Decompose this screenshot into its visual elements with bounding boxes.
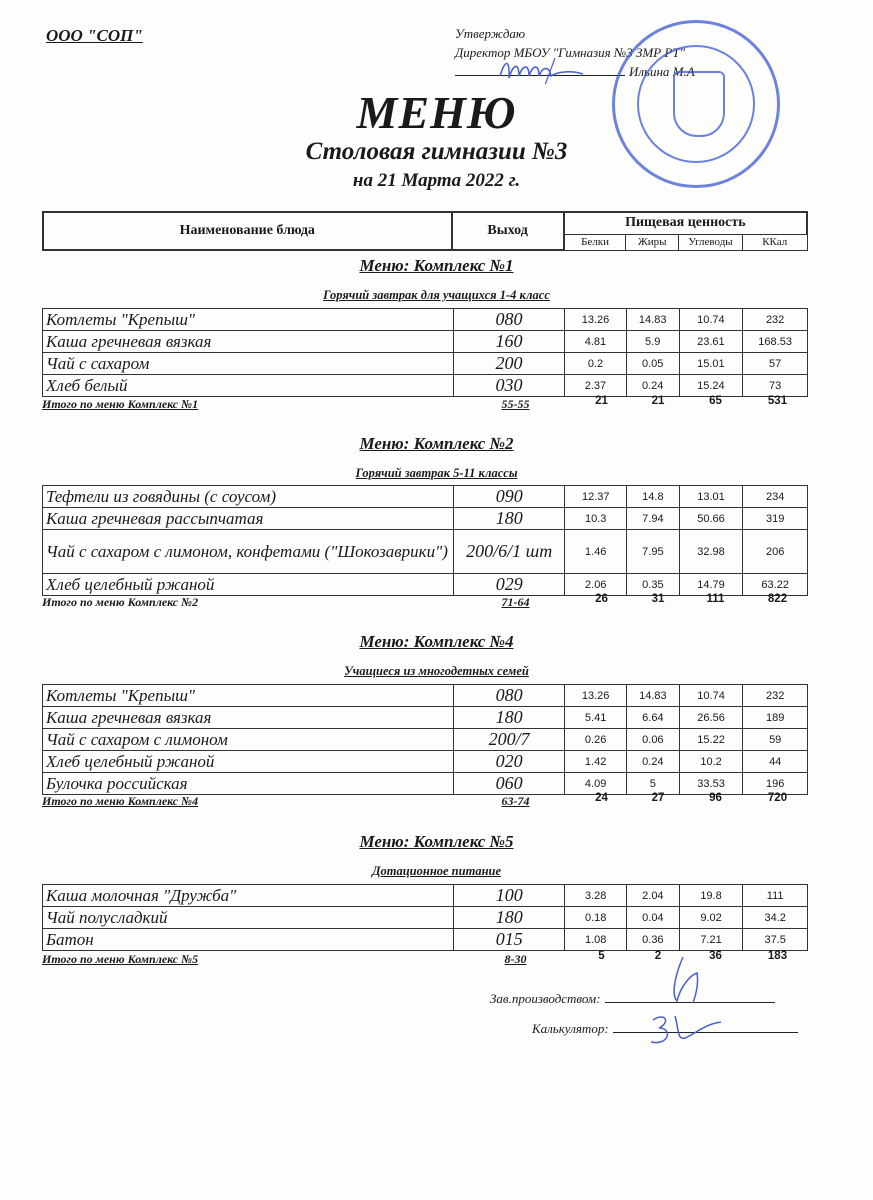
kcal-value: 206 <box>743 530 808 574</box>
table-row <box>43 685 808 707</box>
dish-output: 160 <box>453 331 564 353</box>
protein-value: 4.81 <box>565 331 627 353</box>
dish-output: 080 <box>453 309 564 331</box>
table-header <box>42 211 808 251</box>
dish-name: Котлеты "Крепыш" <box>43 309 454 331</box>
col-kcal: ККал <box>742 234 807 250</box>
dish-name: Хлеб целебный ржаной <box>43 751 454 773</box>
total-fat: 27 <box>651 792 665 804</box>
dish-output: 020 <box>453 751 564 773</box>
production-head-label: Зав.производством: <box>490 991 601 1006</box>
production-head-signature-icon <box>665 955 705 1005</box>
fat-value: 0.05 <box>626 353 679 375</box>
dish-name: Батон <box>43 929 454 951</box>
fat-value: 0.35 <box>627 574 680 596</box>
carbs-value: 50.66 <box>679 508 743 530</box>
kcal-value: 319 <box>743 508 808 530</box>
table-row <box>43 353 808 375</box>
kcal-value: 232 <box>743 309 808 331</box>
page-subtitle: Столовая гимназии №3 <box>305 138 568 165</box>
dish-output: 100 <box>454 885 565 907</box>
dish-name: Чай полусладкий <box>43 907 454 929</box>
protein-value: 0.18 <box>565 907 627 929</box>
menu-table <box>42 684 808 795</box>
dish-name: Чай с сахаром с лимоном <box>43 729 454 751</box>
carbs-value: 13.01 <box>679 486 743 508</box>
fat-value: 0.24 <box>626 751 679 773</box>
calculator-label: Калькулятор: <box>532 1021 609 1036</box>
kcal-value: 59 <box>743 729 808 751</box>
carbs-value: 10.74 <box>679 685 743 707</box>
section-total <box>42 792 808 810</box>
fat-value: 14.83 <box>626 309 679 331</box>
dish-output: 180 <box>454 508 565 530</box>
dish-output: 200/7 <box>453 729 564 751</box>
protein-value: 10.3 <box>565 508 627 530</box>
total-carbs: 36 <box>709 950 722 962</box>
fat-value: 0.06 <box>626 729 679 751</box>
dish-output: 060 <box>453 773 564 795</box>
dish-name: Котлеты "Крепыш" <box>43 685 454 707</box>
menu-date: на 21 Марта 2022 г. <box>352 170 521 191</box>
kcal-value: 73 <box>743 375 808 397</box>
section-title: Меню: Комплекс №5 <box>359 832 514 851</box>
fat-value: 2.04 <box>627 885 680 907</box>
protein-value: 0.26 <box>565 729 627 751</box>
approver-position: Директор МБОУ "Гимназия №3 ЗМР РТ" <box>455 45 686 60</box>
table-row <box>43 530 808 574</box>
carbs-value: 26.56 <box>679 707 743 729</box>
table-row <box>43 751 808 773</box>
dish-name: Хлеб белый <box>43 375 454 397</box>
kcal-value: 57 <box>743 353 808 375</box>
dish-output: 029 <box>454 574 565 596</box>
total-output: 55-55 <box>501 397 530 411</box>
total-output: 71-64 <box>501 595 530 609</box>
total-label: Итого по меню Комплекс №2 <box>42 595 199 609</box>
total-kcal: 183 <box>767 950 788 962</box>
carbs-value: 15.01 <box>679 353 743 375</box>
carbs-value: 10.2 <box>679 751 743 773</box>
table-row <box>43 331 808 353</box>
protein-value: 13.26 <box>565 309 627 331</box>
dish-output: 180 <box>453 707 564 729</box>
total-protein: 24 <box>595 792 608 804</box>
carbs-value: 23.61 <box>679 331 743 353</box>
section-subtitle: Горячий завтрак 5-11 классы <box>355 466 518 480</box>
page-title: МЕНЮ <box>356 87 517 138</box>
menu-table <box>42 884 808 951</box>
kcal-value: 189 <box>743 707 808 729</box>
menu-table <box>42 485 808 596</box>
section-title: Меню: Комплекс №4 <box>359 632 514 651</box>
dish-name: Чай с сахаром <box>43 353 454 375</box>
dish-output: 090 <box>454 486 565 508</box>
protein-value: 1.08 <box>565 929 627 951</box>
carbs-value: 9.02 <box>679 907 743 929</box>
protein-value: 13.26 <box>565 685 627 707</box>
protein-value: 4.09 <box>565 773 627 795</box>
total-protein: 5 <box>598 950 605 962</box>
fat-value: 7.94 <box>627 508 680 530</box>
dish-name: Чай с сахаром с лимоном, конфетами ("Шокозаврики") <box>43 530 454 574</box>
col-fat: Жиры <box>626 234 679 250</box>
kcal-value: 63.22 <box>743 574 808 596</box>
total-carbs: 96 <box>709 792 722 804</box>
dish-output: 180 <box>454 907 565 929</box>
protein-value: 3.28 <box>565 885 627 907</box>
carbs-value: 7.21 <box>679 929 743 951</box>
table-row <box>43 885 808 907</box>
dish-output: 015 <box>454 929 565 951</box>
fat-value: 7.95 <box>627 530 680 574</box>
protein-value: 2.37 <box>565 375 627 397</box>
protein-value: 12.37 <box>565 486 627 508</box>
col-dish: Наименование блюда <box>43 212 452 250</box>
dish-name: Каша гречневая рассыпчатая <box>43 508 454 530</box>
kcal-value: 168.53 <box>743 331 808 353</box>
section-subtitle: Учащиеся из многодетных семей <box>344 664 529 678</box>
carbs-value: 15.24 <box>679 375 743 397</box>
protein-value: 5.41 <box>565 707 627 729</box>
section-title: Меню: Комплекс №2 <box>359 434 514 453</box>
carbs-value: 14.79 <box>679 574 743 596</box>
total-carbs: 65 <box>709 395 722 407</box>
carbs-value: 33.53 <box>679 773 743 795</box>
section-subtitle: Горячий завтрак для учащихся 1-4 класс <box>323 288 550 302</box>
fat-value: 5.9 <box>626 331 679 353</box>
fat-value: 0.04 <box>627 907 680 929</box>
dish-name: Каша гречневая вязкая <box>43 707 454 729</box>
company-name: ООО "СОП" <box>46 26 143 45</box>
total-protein: 26 <box>595 593 608 605</box>
total-kcal: 720 <box>767 792 788 804</box>
section-total <box>42 593 808 611</box>
col-nutrition: Пищевая ценность <box>564 212 807 234</box>
approver-name: Ильина М.А <box>629 64 695 79</box>
kcal-value: 44 <box>743 751 808 773</box>
protein-value: 0.2 <box>565 353 627 375</box>
kcal-value: 37.5 <box>743 929 808 951</box>
col-output: Выход <box>452 212 564 250</box>
table-row <box>43 309 808 331</box>
dish-name: Каша молочная "Дружба" <box>43 885 454 907</box>
total-output: 8-30 <box>504 952 527 966</box>
table-row <box>43 907 808 929</box>
fat-value: 0.36 <box>627 929 680 951</box>
table-row <box>43 486 808 508</box>
dish-name: Каша гречневая вязкая <box>43 331 454 353</box>
protein-value: 1.46 <box>565 530 627 574</box>
dish-output: 030 <box>453 375 564 397</box>
table-row <box>43 929 808 951</box>
carbs-value: 15.22 <box>679 729 743 751</box>
table-row <box>43 707 808 729</box>
protein-value: 2.06 <box>565 574 627 596</box>
dish-output: 200/6/1 шт <box>454 530 565 574</box>
kcal-value: 111 <box>743 885 808 907</box>
carbs-value: 32.98 <box>679 530 743 574</box>
menu-table <box>42 308 808 397</box>
dish-name: Тефтели из говядины (с соусом) <box>43 486 454 508</box>
section-title: Меню: Комплекс №1 <box>359 256 514 275</box>
total-fat: 31 <box>651 593 665 605</box>
kcal-value: 232 <box>743 685 808 707</box>
total-label: Итого по меню Комплекс №1 <box>42 397 199 411</box>
production-head-signature <box>490 990 775 1007</box>
total-carbs: 111 <box>706 593 725 605</box>
col-protein: Белки <box>564 234 626 250</box>
total-fat: 2 <box>654 950 662 962</box>
table-row <box>43 508 808 530</box>
fat-value: 14.83 <box>626 685 679 707</box>
kcal-value: 234 <box>743 486 808 508</box>
dish-name: Булочка российская <box>43 773 454 795</box>
dish-name: Хлеб целебный ржаной <box>43 574 454 596</box>
total-protein: 21 <box>595 395 608 407</box>
director-signature-icon <box>495 54 585 84</box>
carbs-value: 10.74 <box>679 309 743 331</box>
calculator-signature-icon <box>645 1010 725 1050</box>
dish-output: 080 <box>453 685 564 707</box>
section-total <box>42 395 808 413</box>
protein-value: 1.42 <box>565 751 627 773</box>
fat-value: 0.24 <box>626 375 679 397</box>
total-fat: 21 <box>651 395 665 407</box>
col-carbs: Углеводы <box>679 234 743 250</box>
total-kcal: 822 <box>767 593 788 605</box>
fat-value: 14.8 <box>627 486 680 508</box>
carbs-value: 19.8 <box>679 885 743 907</box>
kcal-value: 196 <box>743 773 808 795</box>
fat-value: 6.64 <box>626 707 679 729</box>
total-label: Итого по меню Комплекс №4 <box>42 794 199 808</box>
table-row <box>43 729 808 751</box>
section-subtitle: Дотационное питание <box>371 864 502 878</box>
kcal-value: 34.2 <box>743 907 808 929</box>
total-kcal: 531 <box>767 395 788 407</box>
dish-output: 200 <box>453 353 564 375</box>
total-label: Итого по меню Комплекс №5 <box>42 952 199 966</box>
total-output: 63-74 <box>501 794 530 808</box>
fat-value: 5 <box>626 773 679 795</box>
table-row <box>43 375 808 397</box>
approve-label: Утверждаю <box>455 26 526 41</box>
